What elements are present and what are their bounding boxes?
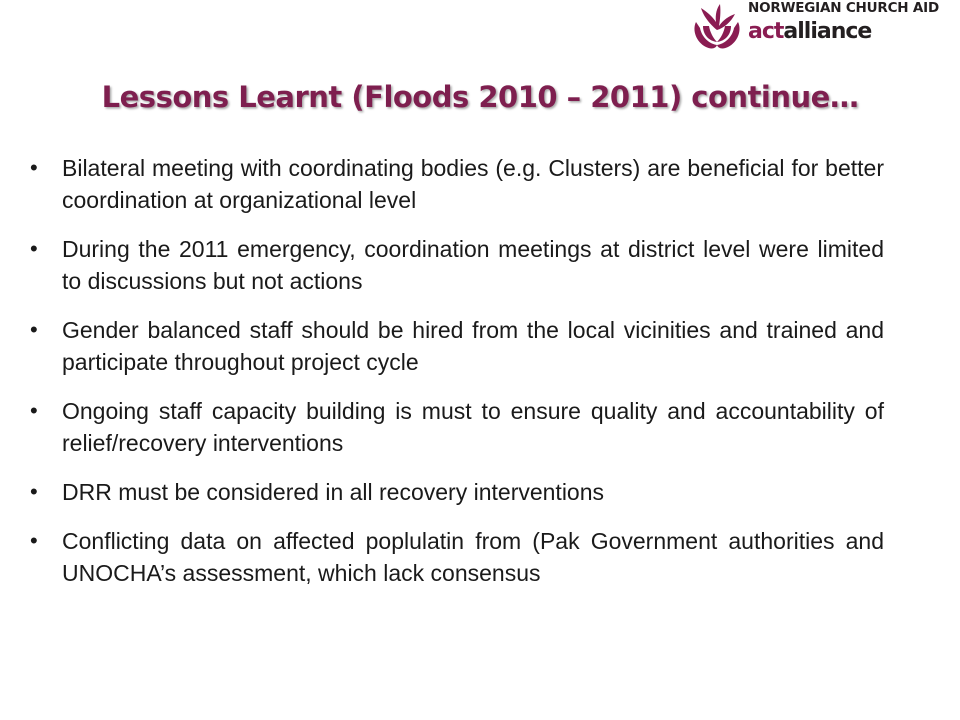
bullet-text: Ongoing staff capacity building is must to ensure quality and accountability of relief/recovery interventions <box>62 398 884 456</box>
bullet-item <box>30 152 884 216</box>
bullet-item <box>30 314 884 378</box>
bullet-dot-icon: • <box>30 317 38 342</box>
bullet-dot-icon: • <box>30 236 38 261</box>
logo-actalliance <box>748 19 871 45</box>
logo-act-text: act <box>748 19 784 44</box>
bullet-dot-icon: • <box>30 479 38 504</box>
bullet-item <box>30 525 884 589</box>
bullet-text: DRR must be considered in all recovery interventions <box>62 479 605 505</box>
bullet-dot-icon: • <box>30 155 38 180</box>
bullet-dot-icon: • <box>30 398 38 423</box>
bullet-list <box>30 152 884 606</box>
bullet-text: During the 2011 emergency, coordination meetings at district level were limited to discussions but not actions <box>62 236 884 294</box>
bullet-text: Gender balanced staff should be hired from the local vicinities and trained and participate throughout project cycle <box>62 317 884 375</box>
bullet-item <box>30 233 884 297</box>
norwegian-church-aid-logo <box>690 0 950 52</box>
logo-org-name: NORWEGIAN CHURCH AID <box>748 0 939 16</box>
bullet-item <box>30 395 884 459</box>
dove-hands-logo-icon <box>690 0 744 52</box>
bullet-text: Conflicting data on affected poplulatin from (Pak Government authorities and UNOCHA’s assessment, which lack consensus <box>62 528 884 586</box>
slide-title: Lessons Learnt (Floods 2010 – 2011) continue… <box>101 80 859 114</box>
bullet-text: Bilateral meeting with coordinating bodies (e.g. Clusters) are beneficial for better coordination at organizational level <box>62 155 884 213</box>
logo-alliance-text: alliance <box>783 19 872 44</box>
bullet-item <box>30 476 884 508</box>
bullet-dot-icon: • <box>30 528 38 553</box>
